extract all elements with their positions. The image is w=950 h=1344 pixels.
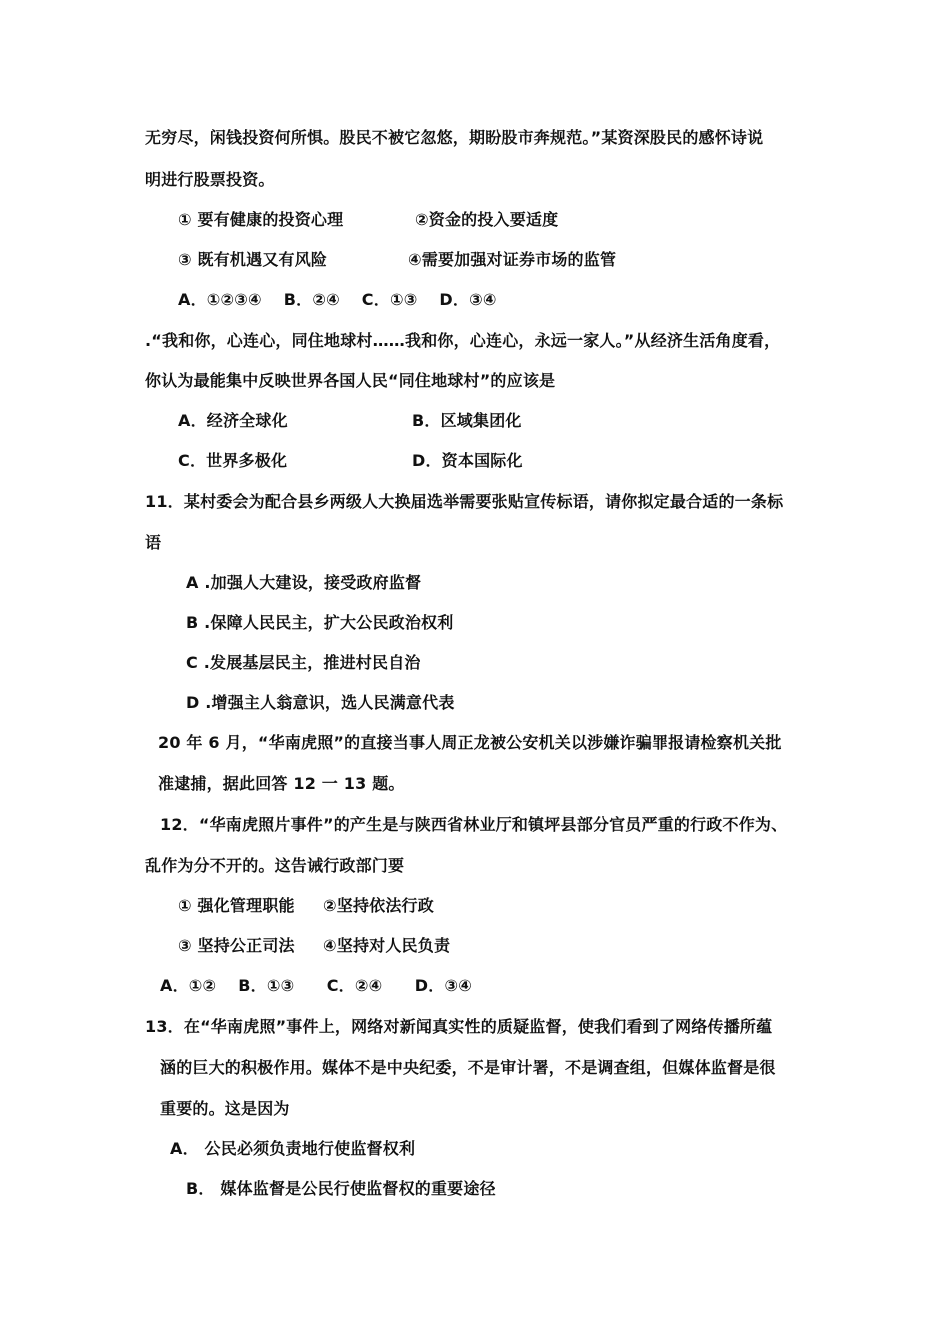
- question-12-item-3: ③ 坚持公正司法: [178, 936, 295, 955]
- question-9-item-1: ① 要有健康的投资心理: [178, 210, 344, 229]
- question-9-item-3: ③ 既有机遇又有风险: [178, 250, 328, 269]
- question-10-stem-line-1: .“我和你，心连心，同住地球村……我和你，心连心，永远一家人。”从经济生活角度看，: [145, 331, 781, 350]
- question-13-option-a: A． 公民必须负责地行使监督权利: [170, 1139, 416, 1158]
- question-10-option-d: D．资本国际化: [412, 451, 523, 470]
- question-12-item-4: ④坚持对人民负责: [323, 936, 451, 955]
- question-10-stem-line-2: 你认为最能集中反映世界各国人民“同住地球村”的应该是: [145, 371, 556, 390]
- question-11-option-d: D .增强主人翁意识，选人民满意代表: [186, 693, 455, 712]
- question-12-options: A．①② B．①③ C．②④ D．③④: [160, 976, 472, 995]
- question-12-item-2: ②坚持依法行政: [323, 896, 434, 915]
- question-12-item-1: ① 强化管理职能: [178, 896, 295, 915]
- passage-line-2: 准逮捕，据此回答 12 一 13 题。: [158, 774, 405, 793]
- question-11-option-c: C .发展基层民主，推进村民自治: [186, 653, 421, 672]
- question-13-option-b: B． 媒体监督是公民行使监督权的重要途径: [186, 1179, 496, 1198]
- question-13-stem-line-2: 涵的巨大的积极作用。媒体不是中央纪委，不是审计署，不是调查组，但媒体监督是很: [160, 1058, 776, 1077]
- question-9-stem-line-2: 明进行股票投资。: [145, 170, 275, 189]
- question-12-stem-line-1: 12．“华南虎照片事件”的产生是与陕西省林业厅和镇坪县部分官员严重的行政不作为、: [160, 815, 788, 834]
- question-13-stem-line-3: 重要的。这是因为: [160, 1099, 290, 1118]
- question-11-stem-line-1: 11．某村委会为配合县乡两级人大换届选举需要张贴宣传标语，请你拟定最合适的一条标: [145, 492, 784, 511]
- question-11-option-b: B .保障人民民主，扩大公民政治权利: [186, 613, 454, 632]
- question-10-option-a: A．经济全球化: [178, 411, 288, 430]
- question-11-stem-line-2: 语: [145, 533, 162, 552]
- question-10-option-c: C．世界多极化: [178, 451, 288, 470]
- question-9-options: A．①②③④ B．②④ C．①③ D．③④: [178, 290, 497, 309]
- question-9-item-2: ②资金的投入要适度: [415, 210, 559, 229]
- question-11-option-a: A .加强人大建设，接受政府监督: [186, 573, 422, 592]
- question-9-stem-line-1: 无穷尽，闲钱投资何所惧。股民不被它忽悠，期盼股市奔规范。”某资深股民的感怀诗说: [145, 128, 764, 147]
- question-12-stem-line-2: 乱作为分不开的。这告诫行政部门要: [145, 856, 405, 875]
- passage-line-1: 20 年 6 月，“华南虎照”的直接当事人周正龙被公安机关以涉嫌诈骗罪报请检察机关批: [158, 733, 782, 752]
- question-10-option-b: B．区域集团化: [412, 411, 522, 430]
- question-13-stem-line-1: 13．在“华南虎照”事件上，网络对新闻真实性的质疑监督，使我们看到了网络传播所蕴: [145, 1017, 773, 1036]
- question-9-item-4: ④需要加强对证券市场的监管: [408, 250, 617, 269]
